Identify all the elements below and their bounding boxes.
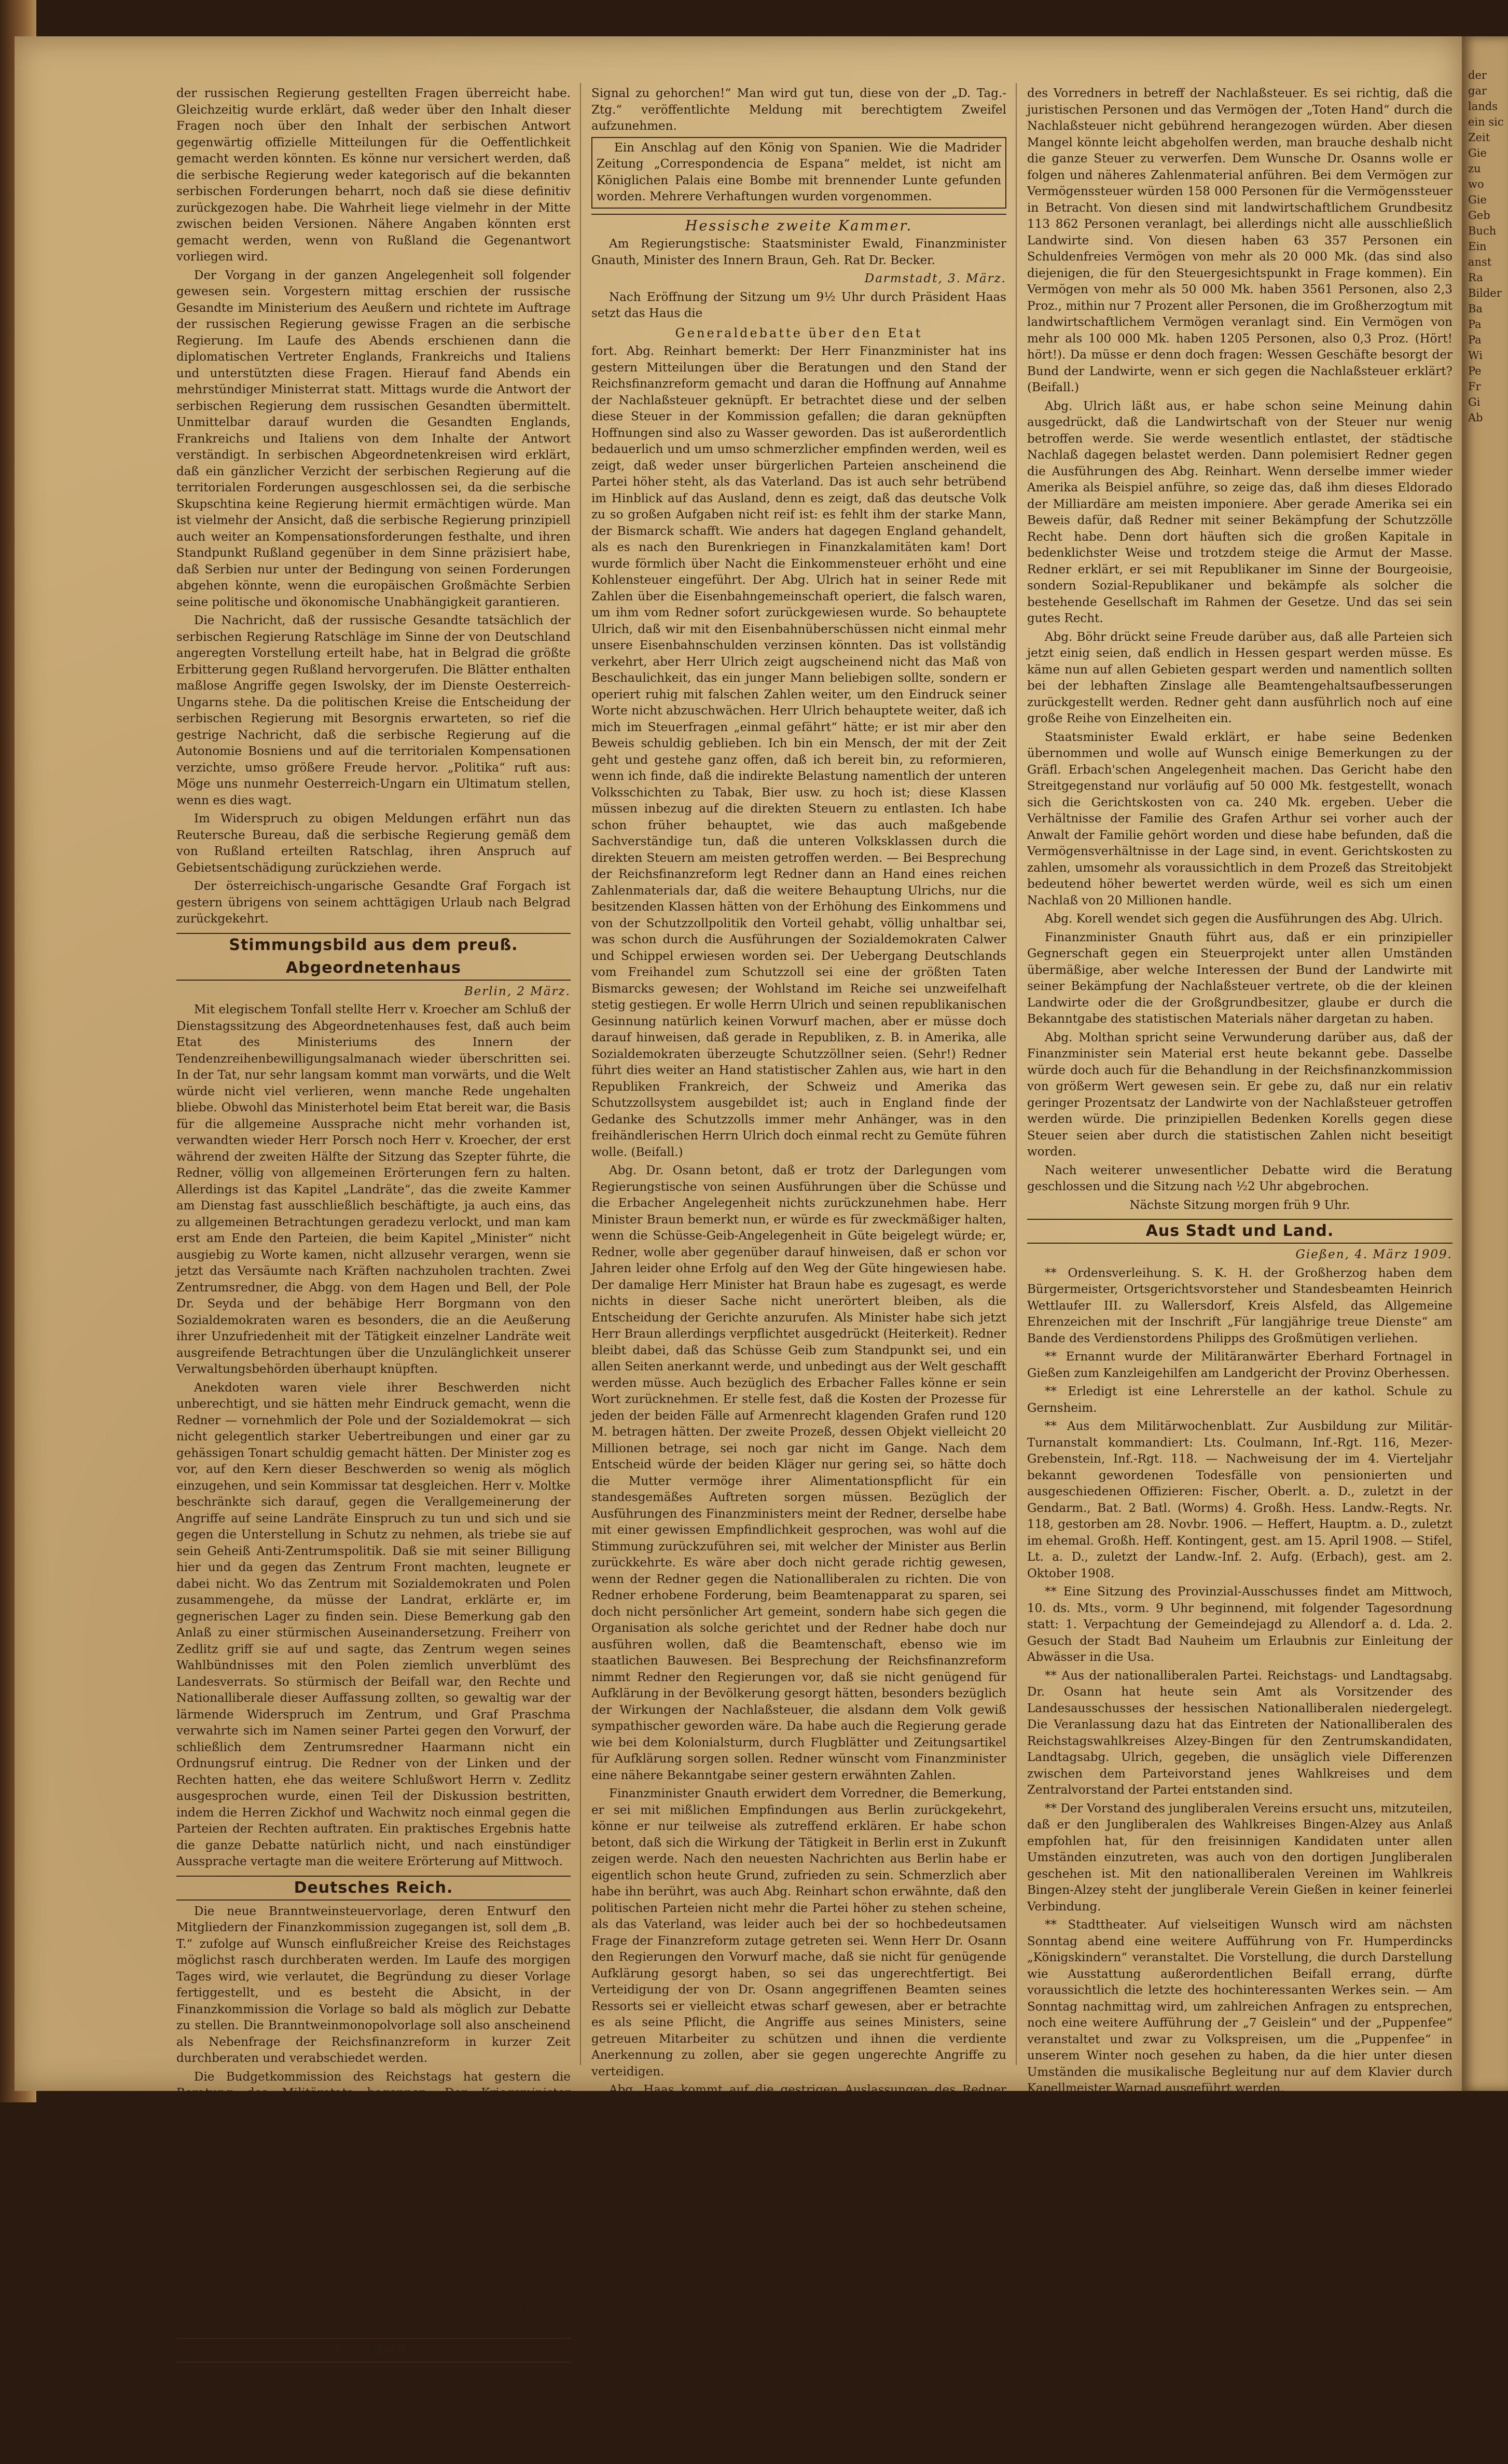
article-text: der russischen Regierung gestellten Fragen überreicht habe. Gleichzeitig wurde erklärt, daß weder über den Inhalt dieser Fragen noch über den Inhalt der serbischen Antwort gegenwärtig offizielle Mitteilungen für die Oeffentlichkeit gemacht werden könnten. Es könne nur versichert werden, daß die serbische Regierung weder kategorisch auf die bekannten serbischen Forderungen beharrt, noch daß sie diese definitiv zurückgezogen habe. Die Wahrheit liege vielmehr in der Mitte zwischen beiden Versionen. Nähere Angaben könnten erst gemacht werden, wenn von Rußland die Gegenantwort vorliegen wird. [176, 87, 571, 264]
article-text: Nach Eröffnung der Sitzung um 9½ Uhr durch Präsident Haas setzt das Haus die [591, 290, 1006, 320]
dateline: Gießen, 4. März 1909. [1295, 1248, 1452, 1261]
adjacent-page-text: der gar lands ein sic Zeit Gie zu wo Gie Geb Buch Ein anst Ra Bilder Ba Pa Pa Wi Pe Fr Gi Ab [1468, 69, 1504, 424]
article-text: Nächste Sitzung morgen früh 9 Uhr. [1129, 1198, 1350, 1212]
article-text: Im Widerspruch zu obigen Meldungen erfährt nun das Reutersche Bureau, daß die serbische Regierung gemäß dem von Rußland erteilten Ratschlag, ihren Anspruch auf Gebietsentschädigung zurückziehen werde. [176, 812, 571, 875]
article-text: ** Eine Sitzung des Provinzial-Ausschusses findet am Mittwoch, 10. ds. Mts., vorm. 9 Uhr beginnend, mit folgender Tagesordnung statt: 1. Verpachtung der Gemeindejagd zu Allendorf a. d. Lda. 2. Gesuch der Stadt Bad Nauheim um Erlaubnis zur Einleitung der Abwässer in die Usa. [1027, 1585, 1452, 1664]
section-heading-stadt-und-land: Aus Stadt und Land. [1027, 1219, 1452, 1244]
article-text: Finanzminister Gnauth erwidert dem Vorredner, die Bemerkung, er sei mit mißlichen Empfindungen aus Berlin zurückgekehrt, könne er nur teilweise als zutreffend erklären. Er habe schon betont, daß sich die Wirkung der Tätigkeit in Berlin erst in Zukunft zeigen werde. Nach den neuesten Nachrichten aus Berlin habe er eigentlich schon heute Grund, zufrieden zu sein. Schmerzlich aber habe ihn berührt, was auch Abg. Reinhart schon erwähnte, daß den politischen Parteien nicht mehr die Partei höher zu stehen scheine, als das Vaterland, was leider auch bei der so hochbedeutsamen Frage der Finanzreform zutage getreten sei. Wenn Herr Dr. Osann den Regierungen den Vorwurf mache, daß sie nicht für genügende Aufklärung gesorgt haben, so sei das ungerechtfertigt. Bei Verteidigung der von Dr. Osann angegriffenen Beamten seines Ressorts sei er vielleicht etwas scharf gewesen, aber er betrachte es als seine Pflicht, die Angriffe aus seines Ministers, seine getreuen Mitarbeiter zu schützen und ihnen die verdiente Anerkennung zu zollen, aber sie gegen ungerechte Angriffe zu verteidigen. [591, 1787, 1006, 2078]
article-text: Anekdoten waren viele ihrer Beschwerden nicht unberechtigt, und sie hätten mehr Eindruck gemacht, wenn die Redner — vornehmlich der Pole und der Sozialdemokrat — sich nicht gelegentlich starker Uebertreibungen und einer gar zu gehässigen Tonart schuldig gemacht hätten. Der Minister zog es vor, auf den Kern dieser Beschwerden so wenig als möglich einzugehen, und sein Kommissar tat desgleichen. Herr v. Moltke beschränkte sich darauf, gegen die Verallgemeinerung der Angriffe auf seine Landräte Einspruch zu tun und sich und sie gegen die Unterstellung in Schutz zu nehmen, als triebe sie auf sein Geheiß Anti-Zentrumspolitik. Daß sie mit seiner Billigung hier und da gegen das Zentrum Front machten, leugnete er dabei nicht. Wo das Zentrum mit Sozialdemokraten und Polen zusammengehe, da müsse der Landrat, erklärte er, im gegnerischen Lager zu finden sein. Diese Bemerkung gab den Anlaß zu einer stürmischen Auseinandersetzung. Freiherr von Zedlitz griff sie auf und sagte, das Zentrum wegen seines Wahlbündnisses mit den Polen ziemlich unverblümt des Landesverrats. So stürmisch der Beifall war, den Rechte und Nationalliberale dieser Auffassung zollten, so gewaltig war der lärmende Widerspruch im Zentrum, und Graf Praschma verwahrte sich im Namen seiner Partei gegen den Vorwurf, der schließlich dem Zentrumsredner Haarmann nicht ein Ordnungsruf eintrug. Die Redner von der Linken und der Rechten hatten, ehe das weitere Schlußwort Herrn v. Zedlitz ausgesprochen wurde, einen Teil der Diskussion bestritten, indem die Herren Zickhof und Wachwitz noch einmal gegen die Parteien der Rechten auftraten. Ein praktisches Ergebnis hatte die ganze Debatte natürlich nicht, und nach einstündiger Aussprache vertagte man die weitere Erörterung auf Mittwoch. [176, 1381, 571, 1868]
dateline: Berlin, 2 März. [464, 984, 571, 998]
article-text: Finanzminister Gnauth wendet sich gegen die Ausführungen [609, 2396, 978, 2410]
article-text: Mit elegischem Tonfall stellte Herr v. Kroecher am Schluß der Dienstagssitzung des Abgeordnetenhauses fest, daß auch beim Etat des Ministeriums des Innern der Tendenzreihenbewilligungsalmanach wieder überschritten sei. In der Tat, nur sehr langsam kommt man vorwärts, und die Welt würde nicht viel verlieren, wenn manche Rede ungehalten bliebe. Obwohl das Ministerhotel beim Etat bereit war, die Basis für die allgemeine Aussprache nicht mehr vorhanden ist, verwandten wieder Herr Porsch noch Herr v. Kroecher, der erst während der zweiten Hälfte der Sitzung das Szepter führte, die Redner, völlig von allgemeinen Erörterungen fern zu halten. Allerdings ist das Kapitel „Landräte“, das die zweite Kammer am Dienstag fast ausschließlich beschäftigte, ja auch eins, das zu allgemeinen Betrachtungen geradezu verlockt, und man kam erst am Ende den Parteien, die beim Kapitel „Minister“ nicht ausgiebig zu Worte kamen, nicht allzusehr verargen, wenn sie jetzt das Versäumte nach Kräften nachzuholen trachten. Zwei Zentrumsredner, die Abgg. von dem Hagen und Bell, der Pole Dr. Seyda und der behäbige Herr Borgmann von den Sozialdemokraten waren es besonders, die an die Aeußerung ihrer Unzufriedenheit mit der Tätigkeit einzelner Landräte weit ausgreifende Betrachtungen über die Unzulänglichkeit unserer Verwaltungsbehörden überhaupt knüpften. [176, 1003, 571, 1376]
sub-heading-generaldebatte: Generaldebatte über den Etat [675, 325, 923, 340]
section-heading-hessische-kammer: Hessische zweite Kammer. [591, 214, 1006, 235]
article-text: ** Ordensverleihung. S. K. H. der Großherzog haben dem Bürgermeister, Ortsgerichtsvorsteher und Standesbeamten Heinrich Wettlaufer III. zu Wallersdorf, Kreis Alsfeld, das Allgemeine Ehrenzeichen mit der Inschrift „Für langjährige treue Dienste“ am Bande des Verdienstordens Philipps des Großmütigen verliehen. [1027, 1266, 1452, 1345]
article-text: ** Aus dem Militärwochenblatt. Zur Ausbildung zur Militär-Turnanstalt kommandiert: Lts. Coulmann, Inf.-Rgt. 116, Mezer-Grebenstein, Inf.-Rgt. 118. — Nachweisung der im 4. Vierteljahr bekannt gewordenen Todesfälle von pensionierten und ausgeschiedenen Offizieren: Fischer, Oberlt. a. D., zuletzt in der Gendarm., Bat. 2 Batl. (Worms) 4. Großh. Hess. Landw.-Regts. Nr. 118, gestorben am 28. Novbr. 1906. — Heffert, Hauptm. a. D., zuletzt im ehemal. Großh. Heff. Kontingent, gest. am 15. April 1908. — Stifel, Lt. a. D., zuletzt der Landw.-Inf. 2. Aufg. (Erbach), gest. am 2. Oktober 1908. [1027, 1420, 1452, 1580]
article-text: Die neue Branntweinsteuervorlage, deren Entwurf den Mitgliedern der Finanzkommission zugegangen ist, soll dem „B. T.“ zufolge auf Wunsch einflußreicher Kreise des Reichstages möglichst rasch durchberaten werden. Im Laufe des morgigen Tages wird, wie verlautet, die Begründung zu dieser Vorlage fertiggestellt, und es besteht die Absicht, in der Finanzkommission die Vorlage so bald als möglich zur Debatte zu stellen. Die Branntweinmonopolvorlage soll also anscheinend als Nebenfrage der Reichsfinanzreform in kurzer Zeit durchberaten und verabschiedet werden. [176, 1904, 571, 2065]
column-rule [1016, 83, 1017, 2065]
article-text: Ein angebliches Kaisertelegramm. Im Abelskasino in Budapest wird viel von einem angeblichen Telegramm gesprochen, das Kaiser Wilhelm an Kaiser Franz Josef gerichtet habe, und das folgenden Wortlaut haben soll: „Wollen sich Ew. Majestät darauf erinnern, daß die Rubelinstalt der deutschen Armee sind, und daß diese bereit ist, dem ersten [176, 2366, 571, 2462]
article-text: Signal zu gehorchen!“ Man wird gut tun, diese von der „D. Tag.-Ztg.“ veröffentlichte Meldung mit berechtigtem Zweifel aufzunehmen. [591, 87, 1006, 133]
dateline: Darmstadt, 3. März. [864, 272, 1006, 285]
column-3 [1027, 86, 1452, 2179]
article-text: Abg. Böhr drückt seine Freude darüber aus, daß alle Parteien sich jetzt einig seien, daß endlich in Hessen gespart werden müsse. Es käme nun auf allen Gebieten gespart werden und namentlich sollten bei der lebhaften Zinslage alle Beamtengehaltsaufbesserungen zurückgestellt werden. Redner geht dann ausführlich noch auf eine große Reihe von Einzelheiten ein. [1027, 630, 1452, 725]
column-1 [176, 86, 571, 2462]
article-text: Abg. Ulrich läßt aus, er habe schon seine Meinung dahin ausgedrückt, daß die Landwirtschaft von der Steuer nur wenig betroffen werde. Sie werde wesentlich entlastet, der städtische Nachlaß dagegen belastet werden. Dann polemisiert Redner gegen die Ausführungen des Abg. Reinhart. Wenn derselbe immer wieder Amerika als Beispiel anführe, so zeige das, daß ihm dieses Eldorado der Milliardäre am meisten imponiere. Aber gerade Amerika sei ein Beweis dafür, daß Redner mit seiner Bekämpfung der Schutzzölle Recht habe. Denn dort häuften sich die großen Kapitale in bedenklichster Weise und trotzdem steige die Armut der Masse. Redner erklärt, er sei mit Republikaner im Sinne der Bourgeoisie, sondern Sozial-Republikaner und bekämpfe als solcher die bestehende Gesellschaft im Rahmen der Gesetze. Und das sei sein gutes Recht. [1027, 399, 1452, 625]
article-text: Am Regierungstische: Staatsminister Ewald, Finanzminister Gnauth, Minister des Innern Braun, Geh. Rat Dr. Becker. [591, 237, 1006, 267]
article-text: Abg. Haas kommt auf die gestrigen Auslassungen des Redner über das sog. „Abjägen von Ministern“ zurück und bemerkt, es sei erfreulich und dankenswert, daß diesmal der Minister durch seinen frischen Humor eine angenehme Abwechslung in die oft monotonen Verhandlungen hineinbringe. Er spreche aber doch ernstlich die Hoffnung aus, daß die jetzigen drei Minister dem Lande recht lange erhalten bleiben werden. (Beifall.) Es sei wohl niemand im Hause, der die Absägung des einen oder anderen Ministers wünsche. Ueber die Vorschläge zur Vereinfachung der Verwaltung und größerer Sparsamkeit ist berechtigt werde zu gelegener Zeit verhandelt werden müssen. Nach seiner Meinung sei im gegenwärtigen Rahmen der Verwaltung die Selbständigkeit der einzelnen Verwaltungsbehörden genügend gewahrt. Es gibt aber viele Beamte, die ihre Verantwortung möglichst dadurch abzuwälzen suchen, daß sie alle Entscheidungen vor das Ministerium bringen. Redner führt hierin aus einen früheren Tätigkeit ein Beispiel an. Redner spricht dann über den Nachlaßsteuer bei Redner verschiedene Bedenken. Ebenso gegen die vom Abg. Ulrich bei der Verwaltung, die nach seiner Meinung [591, 2083, 1006, 2391]
article-text: ** Erledigt ist eine Lehrerstelle an der kathol. Schule zu Gernsheim. [1027, 1385, 1452, 1415]
column-2 [591, 86, 1006, 2410]
article-text: Der österreichisch-ungarische Gesandte Graf Forgach ist gestern übrigens von seinem achttägigen Urlaub nach Belgrad zurückgekehrt. [176, 879, 571, 926]
section-heading-deutsches-reich: Deutsches Reich. [176, 1876, 571, 1901]
article-text: fort. Abg. Reinhart bemerkt: Der Herr Finanzminister hat ins gestern Mitteilungen über die Beratungen und den Stand der Reichsfinanzreform gemacht und daran die Hoffnung auf Annahme der Nachlaßsteuer geknüpft. Er betrachtet diese und der selben diese Steuer in der Kommission gefallen; die daran geknüpften Hoffnungen sind also zu Wasser geworden. Das ist außerordentlich bedauerlich und um umso schmerzlicher empfinden werden, weil es zeigt, daß weder unser bürgerlichen Parteien anscheinend die Partei höher steht, als das Vaterland. Das ist auch sehr betrübend im Hinblick auf das Ausland, denn es zeigt, daß das deutsche Volk zu so großen Aufgaben nicht reif ist: es fehlt ihm der starke Mann, der Bismarck schafft. Wie anders hat dagegen England gehandelt, als es nach den Burenkriegen in Finanzkalamitäten kam! Dort wurde förmlich über Nacht die Einkommensteuer erhöht und eine Kohlensteuer eingeführt. Der Abg. Ulrich hat in seiner Rede mit Zahlen über die Eisenbahngemeinschaft operiert, die falsch waren, um ihm vom Redner sofort zurückgewiesen wurde. So behauptete Ulrich, daß wir mit den Eisenbahnüberschüssen nicht einmal mehr unsere Eisenbahnschulden verzinsen könnten. Das ist vollständig verkehrt, aber Herr Ulrich zeigt augscheinend nicht das Maß von Beschaulichkeit, das ein junger Mann beliebigen sollte, sondern er operiert ruhig mit falschen Zahlen weiter, um den Eindruck seiner Worte nicht abzuschwächen. Herr Ulrich behauptete weiter, daß ich mich im Steuerfragen „einmal gefährt“ hätte; er ist mir aber den Beweis schuldig geblieben. Ich bin ein Mensch, der mit der Zeit geht und gestehe ganz offen, daß ich bereit bin, zu reformieren, wenn ich finde, daß die indirekte Belastung namentlich der unteren Volksschichten zu Tabak, Bier usw. zu hoch ist; diese Klassen müssen inbezug auf die direkten Steuern zu entlasten. Ich habe schon früher behauptet, wie das auch maßgebende Sachverständige tun, daß die unteren Volksklassen durch die direkten Steuern am meisten getroffen werden. — Bei Besprechung der Reichsfinanzreform legt Redner dann an Hand eines reichen Zahlenmaterials dar, daß die weitere Behauptung Ulrichs, nur die besitzenden Klassen hätten von der Erhöhung des Einkommens und von der Schutzzollpolitik den Vorteil gehabt, völlig unhaltbar sei, was schon durch die Ausführungen der Sozialdemokraten Calwer und Schippel erwiesen worden sei. Der Uebergang Deutschlands vom Freihandel zum Schutzzoll sei eine der größten Taten Bismarcks gewesen; der Wohlstand im Reiche sei unzweifelhaft stetig gestiegen. Er wolle Herrn Ulrich und seinen republikanischen Gesinnung natürlich keinen Vorwurf machen, aber er müsse doch darauf hinweisen, daß gerade in Republiken, z. B. in Amerika, alle Sozialdemokraten überzeugte Schutzzöllner seien. (Sehr!) Redner führt dies weiter an Hand statistischer Zahlen aus, wie hart in den Republiken Frankreich, der Schweiz und Amerika das Schutzzollsystem ausgebildet ist; auch in England finde der Gedanke des Schutzzolls immer mehr Anhänger, was in den freihändlerischen Herrn Ulrich doch einmal recht zu Gemüte führen wolle. (Beifall.) [591, 345, 1006, 1159]
article-text: ** Aus der nationalliberalen Partei. Reichstags- und Landtagsabg. Dr. Osann hat heute sein Amt als Vorsitzender des Landesausschusses der hessischen Nationalliberalen niedergelegt. Die Veranlassung dazu hat das Eintreten der Nationalliberalen des Reichstagswahlkreises Alzey-Bingen für den Zentrumskandidaten, Landtagsabg. Ulrich, gegeben, die unsäglich viele Differenzen zwischen dem Parteivorstand jenes Wahlkreises und dem Zentralvorstand der Partei entstanden sind. [1027, 1669, 1452, 1797]
article-text: ** Der Vorstand des jungliberalen Vereins ersucht uns, mitzuteilen, daß er den Jungliberalen des Wahlkreises Bingen-Alzey aus Anlaß empfohlen hat, für den freisinnigen Kandidaten unter allen Umständen einzutreten, was auch von den dortigen Jungliberalen geschehen ist. Mit den nationalliberalen Vereinen im Wahlkreis Bingen-Alzey steht der jungliberale Verein Gießen in keiner feinerlei Verbindung. [1027, 1801, 1452, 1914]
section-heading-ausland: Ausland. [176, 2338, 571, 2363]
article-text: ** Stadttheater. Auf vielseitigen Wunsch wird am nächsten Sonntag abend eine weitere Aufführung von Fr. Humperdincks „Königskindern“ veranstaltet. Die Vorstellung, die durch Darstellung wie Ausstattung außerordentlichen Beifall errang, dürfte voraussichtlich die letzte des hochinteressanten Werkes sein. — Am Sonntag nachmittag wird, um zahlreichen Anfragen zu entsprechen, noch eine weitere Aufführung der „7 Geislein“ und der „Puppenfee“ veranstaltet und zwar zu Volkspreisen, um die „Puppenfee“ in unserem Winter noch gesehen zu haben, da die hier unter diesen Umständen die musikalische Begleitung nur auf dem Klavier durch Kapellmeister Warnad ausgeführt werden. [1027, 1918, 1452, 2095]
article-text: Die Nachricht, daß der russische Gesandte tatsächlich der serbischen Regierung Ratschläge im Sinne der von Deutschland angeregten Vorstellung erteilt habe, hat in Belgrad die größte Erbitterung gegen Rußland hervorgerufen. Die Blätter enthalten maßlose Angriffe gegen Iswolsky, der im Dienste Oesterreich-Ungarns stehe. Da die politischen Kreise die Entscheidung der serbischen Regierung mit Besorgnis erwarteten, so rief die gestrige Nachricht, daß die serbische Regierung auf die Autonomie Bosniens und auf die territorialen Kompensationen verzichte, umso größere Freude hervor. „Politika“ ruft aus: Möge uns nunmehr Oesterreich-Ungarn ein Ultimatum stellen, wenn es dies wagt. [176, 614, 571, 807]
article-text: Oldenburgischer Landtag. In seiner gestrigen Sitzung nahm der oldenburgische Landtag mit 27 gegen 16 Stimmen das neue Schulgesetz an, das die geistliche Schulaufsicht bleibt in abgeschwächter Form bestehen. [176, 2268, 571, 2331]
article-text: ** Wohl das letzte Karnevalistische Vergnügen dieser Saison veranstaltet am nächsten Samstag abend der Orchesterverein in Gestalt eines Kostümfestes in der Turnhalle. Musik und Humor, die beide in dem rührigen Verein gut vertreten sind, bilden die Grundlagen [1027, 2100, 1452, 2179]
article-text: Staatsminister Ewald erklärt, er habe seine Bedenken übernommen und wolle auf Wunsch einige Bemerkungen zu der Gräfl. Erbach'schen Angelegenheit machen. Das Gericht habe den Streitgegenstand nur vorläufig auf 50 000 Mk. festgestellt, wonach sich die Gerichtskosten von ca. 240 Mk. ergeben. Ueber die Verhältnisse der Familie des Grafen Arthur sei vorher auch der Anwalt der Familie gehört worden und diese habe befunden, daß die Vermögensverhältnisse in der Lage sind, in event. Gerichtskosten zu zahlen, umsomehr als voraussichtlich in dem Prozeß das Streitobjekt bedeutend höher bewertet werden würde, weil es sich um einen Nachlaß von 20 Millionen handle. [1027, 730, 1452, 907]
article-text: des Vorredners in betreff der Nachlaßsteuer. Es sei richtig, daß die juristischen Personen und das Vermögen der „Toten Hand“ durch die Nachlaßsteuer nicht gebührend herangezogen würden. Aber diesen Mangel könnte leicht abgeholfen werden, man brauche deshalb nicht die ganze Steuer zu verwerfen. Dem Wunsche Dr. Osanns wolle er folgen und näheres Zahlenmaterial anführen. Bei dem Vermögen zur Vermögenssteuer würden 158 000 Personen für die Vermögenssteuer in Betracht. Von diesen sind mit landwirtschaftlichem Grundbesitz 113 862 Personen veranlagt, bei allerdings nicht alle ausschließlich Landwirte sind. Von diesen haben 63 357 Personen ein Schuldenfreies Vermögen von mehr als 20 000 Mk. (das sind also diejenigen, die für den Steuergesichtspunkt in Frage kommen). Ein Vermögen von mehr als 50 000 Mk. haben 3561 Personen, also 2,3 Proz., mithin nur 7 Prozent aller Personen, die im Großherzogtum mit landwirtschaftlichem Vermögen veranlagt sind. Ein Vermögen von mehr als 100 000 Mk. haben 1205 Personen, also 0,3 Proz. (Hört! hört!). Da müsse er denn doch fragen: Wessen Geschäfte besorgt der Bund der Landwirte, wenn er sich gegen die Nachlaßsteuer erklärt? (Beifall.) [1027, 87, 1452, 394]
article-text: Abg. Korell wendet sich gegen die Ausführungen des Abg. Ulrich. [1045, 912, 1443, 926]
article-text: Abg. Molthan spricht seine Verwunderung darüber aus, daß der Finanzminister sein Material erst heute bekannt gebe. Dasselbe würde doch auch für die Behandlung in der Reichsfinanzkommission von größerm Wert gewesen sein. Er gebe zu, daß nur ein relativ geringer Prozentsatz der Landwirte von der Nachlaßsteuer getroffen werden würde. Die prinzipiellen Bedenken Korells gegen diese Steuer seien aber durch die statistischen Zahlen nicht beseitigt worden. [1027, 1030, 1452, 1159]
column-rule [580, 83, 581, 2065]
article-text: Finanzminister Gnauth führt aus, daß er ein prinzipieller Gegnerschaft gegen ein Steuerprojekt unter allen Umständen übermäßige, aber welche Interessen der Bund der Landwirte mit seiner Bekämpfung der Nachlaßsteuer vertrete, ob die der kleinen Landwirte oder die der Großgrundbesitzer, glaube er durch die Bekanntgabe des statistischen Materials näher dargetan zu haben. [1027, 930, 1452, 1026]
article-text: Der Vorgang in der ganzen Angelegenheit soll folgender gewesen sein. Vorgestern mittag erschien der russische Gesandte im Ministerium des Aeußern und richtete im Auftrage der russischen Regierung gewisse Fragen an die serbische Regierung. Im Laufe des Abends erschienen dann die diplomatischen Vertreter Englands, Frankreichs und Italiens und unterstützten diese Fragen. Hierauf fand Abends ein mehrstündiger Ministerrat statt. Mittags wurde die Antwort der serbischen Regierung dem russischen Gesandten übermittelt. Unmittelbar darauf wurden die Gesandten Englands, Frankreichs und Italiens von dem Inhalte der Antwort verständigt. In serbischen Abgeordnetenkreisen wird erklärt, daß ein gänzlicher Verzicht der serbischen Regierung auf die territorialen Forderungen ausgeschlossen sei, da die serbische Skupschtina keine Regierung hiermit ermächtigen würde. Man ist vielmehr der Ansicht, daß die serbische Regierung prinzipiell auch weiter an Kompensationsforderungen festhalte, und ihren Standpunkt Rußland gegenüber in dem Sinne präzisiert habe, daß Serbien nur unter der Bedingung von seinen Forderungen abgehen könnte, wenn die europäischen Großmächte Serbien seine politische und ökonomische Unabhängigkeit garantieren. [176, 268, 571, 609]
article-text: Abg. Dr. Osann betont, daß er trotz der Darlegungen vom Regierungstische von seinen Ausführungen über die Schüsse und die Erbacher Angelegenheit nichts zurückzunehmen habe. Herr Minister Braun bemerkt nun, er würde es für zweckmäßiger halten, wenn die Schüsse-Geib-Angelegenheit in Güte beigelegt würde; er, Redner, wolle aber gegenüber darauf hinweisen, daß er schon vor Jahren leider ohne Erfolg auf den Weg der Güte hingewiesen habe. Der damalige Herr Minister hat Braun habe es zugesagt, es werde nichts in dieser Sache nicht unerörtert bleiben, als die Entscheidung der Gerichte anzurufen. Als Minister habe sich jetzt Herr Braun allerdings verpflichtet ausgedrückt (Heiterkeit). Redner bleibt dabei, daß das Schüsse Geib zum Standpunkt sei, und ein allen Seiten anerkannt werde, und unbedingt aus der Welt geschafft werden müsse. Auch bezüglich des Erbacher Falles könne er sein Wort zurücknehmen. Er stelle fest, daß die Kosten der Prozesse für jeden der beiden Fälle auf Armenrecht klagenden Grafen rund 120 M. betragen hätten. Der zweite Prozeß, dessen Objekt vielleicht 20 Millionen betrage, sei noch gar nicht im Gange. Nach dem Entscheid würde der beiden Kläger nur gering sei, so hätte doch die Mutter vermöge ihrer Alimentationspflicht für ein standesgemäßes Auftreten sorgen müssen. Bezüglich der Ausführungen des Finanzministers meint der Redner, derselbe habe mit einer gewissen Empfindlichkeit gesprochen, was wohl auf die Stimmung zurückzuführen sei, mit welcher der Minister aus Berlin zurückkehrte. Es wäre aber doch nicht gerade richtig gewesen, wenn der Redner gegen die Nationalliberalen zu richten. Die von Redner erhobene Forderung, beim Beamtenapparat zu sparen, sei doch nicht persönlicher Art gemeint, sondern habe sich gegen die Organisation als solche gerichtet und der Redner habe doch nur ausführen wollen, daß die Beamtenschaft, ebenso wie im staatlichen Bauwesen. Bei Besprechung der Reichsfinanzreform nimmt Redner den Regierungen vor, daß sie nicht genügend für Aufklärung in der Bevölkerung gesorgt hätten, besonders bezüglich der Wirkungen der Nachlaßsteuer, die alsdann dem Volk gewiß sympathischer geworden wäre. Da habe auch die Regierung gerade wie bei dem Kolonialsturm, durch Flugblätter und Zeitungsartikel für Aufklärung sorgen sollen. Redner wünscht vom Finanzminister eine nähere Bekanntgabe seiner gestern erwähnten Zahlen. [591, 1164, 1006, 1782]
article-text: Die Budgetkommission des Reichstags hat gestern die Beratung des Militäretats begonnen. Der Kriegsminister erklärte sich bereit, im nächsten Jahre einen Gesetzentwurf zur Ordnung der Rations- und Stallservisfrage sowie des Verpflegungsgeldes vorzulegen. Er teilte ferner mit, die Automobile dürften nur zu dienstlichen Zwecken verwendet werden. Ein Automobil solle einschließlich Amortisation jährlich 6000 Mk. — Angenommen wurde eine Resolution auf eine anderweitige Regelung der Kontrolle der Naturalverpflegung. — Bei den sächlichen Ausgaben von 288 750 Mk. wird die veranlagte Mehrforderung von 25 000 Mk. analog dem Vorgehen der Kommission bei anderen Etats gestrichen. [176, 2070, 571, 2263]
adjacent-page-fragment [1462, 36, 1508, 2091]
article-text: Nach weiterer unwesentlicher Debatte wird die Beratung geschlossen und die Sitzung nach ½2 Uhr abgebrochen. [1027, 1163, 1452, 1193]
section-heading-stimmungsbild: Stimmungsbild aus dem preuß. Abgeordnetenhaus [176, 933, 571, 981]
article-text: ** Ernannt wurde der Militäranwärter Eberhard Fortnagel in Gießen zum Kanzleigehilfen am Landgericht der Provinz Oberhessen. [1027, 1350, 1452, 1380]
article-text: Ein Anschlag auf den König von Spanien. Wie die Madrider Zeitung „Correspondencia de Espana“ meldet, ist nicht am Königlichen Palais eine Bombe mit brennender Lunte gefunden worden. Mehrere Verhaftungen wurden vorgenommen. [591, 137, 1006, 209]
